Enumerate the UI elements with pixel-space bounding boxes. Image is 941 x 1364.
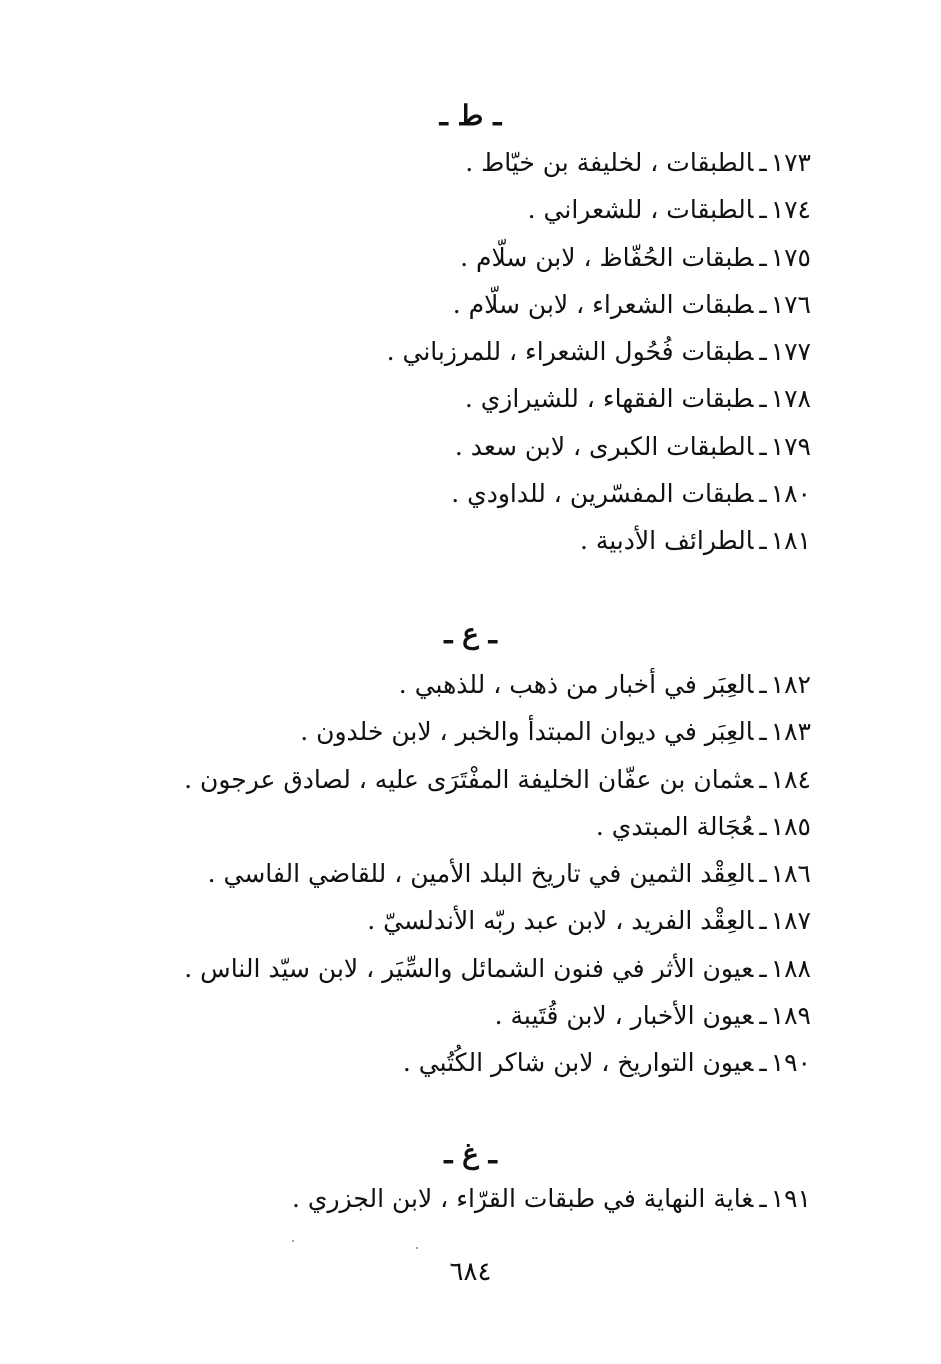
list-item (91, 186, 811, 233)
entry-number: ١٧٣ (770, 148, 811, 177)
page-number: ٦٨٤ (449, 1257, 492, 1287)
entry-title: عُجَالة المبتدي . (595, 811, 754, 841)
entry-dash: ـ (759, 289, 767, 319)
entry-dash: ـ (759, 764, 767, 794)
entry-dash: ـ (759, 148, 767, 177)
entry-number: ١٩٠ (770, 1048, 811, 1078)
entry-dash: ـ (759, 953, 767, 983)
entry-title: العِقْد الفريد ، لابن عبد ربّه الأندلسيّ . (367, 906, 754, 936)
entry-number: ١٨١ (770, 526, 811, 556)
list-item (91, 850, 811, 897)
entry-number: ١٨٤ (770, 764, 811, 794)
entry-number: ١٨٥ (770, 811, 811, 841)
entry-number: ١٧٩ (770, 431, 811, 461)
entry-number: ١٧٦ (770, 289, 811, 319)
list-item (91, 375, 811, 422)
entry-number: ١٧٤ (770, 195, 811, 225)
list-item (91, 1175, 811, 1222)
entry-number: ١٨٧ (770, 906, 811, 936)
list-item (91, 470, 811, 517)
section-heading-ghain: ـ غ ـ (444, 1137, 497, 1170)
entry-title: عيون التواريخ ، لابن شاكر الكُتُبي . (402, 1048, 754, 1078)
entry-dash: ـ (759, 1184, 767, 1213)
entry-title: طبقات المفسّرين ، للداودي . (451, 479, 754, 509)
entry-dash: ـ (759, 195, 767, 225)
entry-dash: ـ (759, 431, 767, 461)
scan-speck (416, 1247, 418, 1249)
entry-title: عثمان بن عفّان الخليفة المفْتَرَى عليه ، لصادق عرجون . (184, 764, 754, 794)
entry-dash: ـ (759, 337, 767, 367)
entry-number: ١٨٦ (770, 859, 811, 889)
entry-dash: ـ (759, 906, 767, 936)
entry-dash: ـ (759, 479, 767, 509)
entry-title: الطرائف الأدبية . (579, 526, 754, 556)
list-item (91, 1039, 811, 1086)
entry-title: طبقات الشعراء ، لابن سلّام . (452, 289, 754, 319)
entry-title: طبقات الفقهاء ، للشيرازي . (464, 384, 754, 414)
entry-title: غاية النهاية في طبقات القرّاء ، لابن الجزري . (292, 1184, 754, 1213)
entry-number: ١٧٥ (770, 242, 811, 272)
entry-dash: ـ (759, 242, 767, 272)
entry-number: ١٧٧ (770, 337, 811, 367)
entry-dash: ـ (759, 1048, 767, 1078)
scan-speck (292, 1240, 294, 1242)
entry-dash: ـ (759, 526, 767, 556)
entry-dash: ـ (759, 670, 767, 699)
entry-dash: ـ (759, 811, 767, 841)
entry-list-ghain (91, 1175, 811, 1222)
section-heading-ta: ـ ط ـ (439, 99, 502, 132)
entry-number: ١٨٢ (770, 670, 811, 699)
list-item (91, 423, 811, 470)
list-item (91, 328, 811, 375)
list-item (91, 803, 811, 850)
entry-dash: ـ (759, 717, 767, 747)
list-item (91, 517, 811, 564)
entry-number: ١٨٣ (770, 717, 811, 747)
section-heading-ain: ـ ع ـ (444, 617, 497, 650)
entry-number: ١٨٩ (770, 1001, 811, 1031)
entry-title: عيون الأثر في فنون الشمائل والسِّيَر ، لابن سيّد الناس . (184, 953, 754, 983)
list-item (91, 992, 811, 1039)
list-item (91, 756, 811, 803)
entry-title: الطبقات ، للشعراني . (527, 195, 754, 225)
entry-list-ain (91, 661, 811, 1087)
list-item (91, 945, 811, 992)
entry-title: عيون الأخبار ، لابن قُتَيبة . (494, 1001, 754, 1031)
entry-number: ١٩١ (770, 1184, 811, 1213)
entry-title: الطبقات الكبرى ، لابن سعد . (454, 431, 754, 461)
entry-title: الطبقات ، لخليفة بن خيّاط . (465, 148, 754, 177)
entry-number: ١٧٨ (770, 384, 811, 414)
entry-number: ١٨٠ (770, 479, 811, 509)
list-item (91, 139, 811, 186)
list-item (91, 234, 811, 281)
list-item (91, 708, 811, 755)
list-item (91, 281, 811, 328)
entry-title: العِقْد الثمين في تاريخ البلد الأمين ، للقاضي الفاسي . (207, 859, 754, 889)
entry-title: العِبَر في أخبار من ذهب ، للذهبي . (398, 670, 754, 699)
list-item (91, 661, 811, 708)
list-item (91, 897, 811, 944)
entry-dash: ـ (759, 1001, 767, 1031)
entry-dash: ـ (759, 859, 767, 889)
entry-dash: ـ (759, 384, 767, 414)
entry-number: ١٨٨ (770, 953, 811, 983)
entry-list-ta (91, 139, 811, 565)
entry-title: العِبَر في ديوان المبتدأ والخبر ، لابن خلدون . (300, 717, 754, 747)
entry-title: طبقات الحُفّاظ ، لابن سلّام . (460, 242, 754, 272)
entry-title: طبقات فُحُول الشعراء ، للمرزباني . (386, 337, 754, 367)
